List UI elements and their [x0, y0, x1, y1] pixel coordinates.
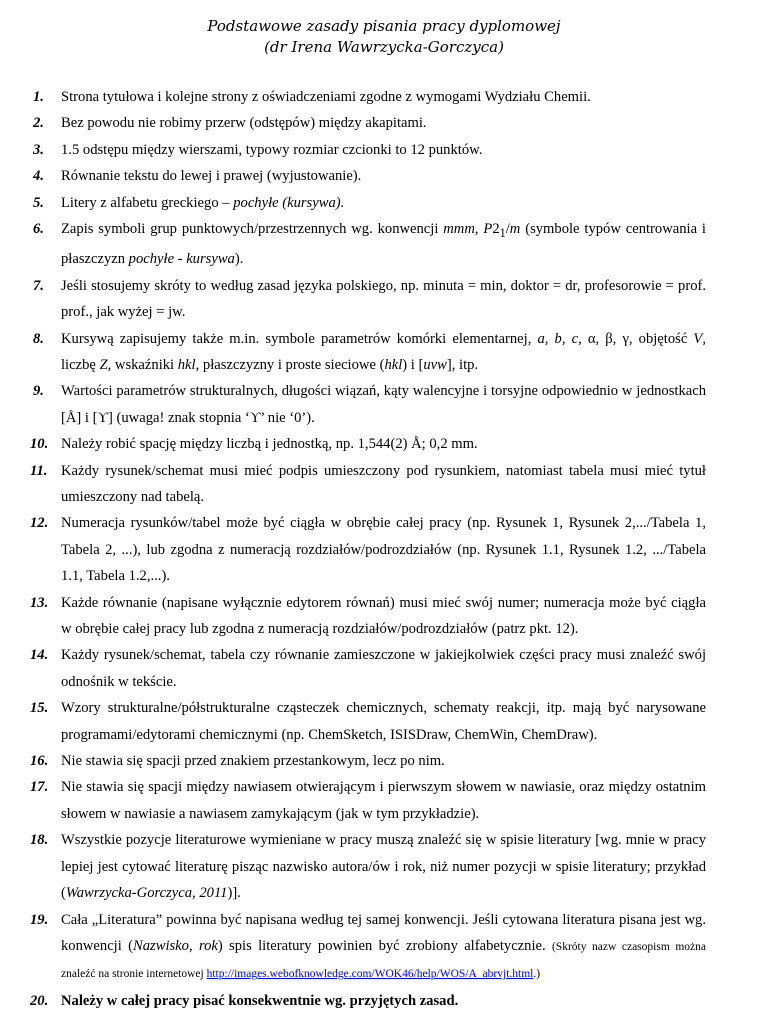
list-item [0, 458, 768, 511]
item-text: , [544, 330, 555, 347]
list-item [0, 695, 768, 748]
item-subscript: 1 [499, 225, 506, 240]
item-number: 15. [30, 700, 49, 717]
item-text: Nie stawia się spacji przed znakiem przestankowym, lecz po nim. [61, 753, 445, 770]
document-author: (dr Irena Wawrzycka-Gorczyca) [264, 38, 504, 56]
item-text-italic: Wawrzycka-Gorczyca, 2011 [65, 885, 228, 902]
item-text: Należy robić spację między liczbą i jednostką, np. 1,544(2) Å; 0,2 mm. [61, 436, 478, 453]
item-text: Wartości parametrów strukturalnych, długości wiązań, kąty walencyjne i torsyjne odpowiednio w jednostkach [Å] i [ϒ] (uwaga! znak stopnia ‘ϒ’ nie ‘0’). [61, 383, 706, 426]
list-item [0, 590, 768, 643]
item-text-italic: P [483, 221, 493, 238]
rules-list [0, 84, 768, 1014]
item-text-italic: mmm [443, 221, 475, 238]
item-text: , [561, 330, 572, 347]
item-text: / [505, 221, 510, 238]
item-text: Litery z alfabetu greckiego – [61, 194, 234, 211]
list-item [0, 84, 768, 110]
list-item [0, 110, 768, 136]
item-number: 2. [33, 115, 44, 132]
item-text-italic: V [693, 330, 703, 347]
item-text-italic: pochyłe - kursywa [128, 251, 235, 268]
item-number: 5. [33, 194, 44, 211]
item-text-italic: Z [99, 356, 108, 373]
item-text: Kursywą zapisujemy także m.in. symbole parametrów komórki elementarnej, [61, 330, 538, 347]
item-number: 10. [30, 436, 49, 453]
document-title: Podstawowe zasady pisania pracy dyplomowej [207, 17, 561, 35]
item-text-italic: uvw [423, 356, 447, 373]
item-text: 2 [492, 221, 500, 238]
item-text-italic: b [554, 330, 562, 347]
list-item [0, 378, 768, 431]
list-item [0, 326, 768, 379]
item-number: 16. [30, 753, 49, 770]
item-number: 18. [30, 832, 49, 849]
item-number: 4. [33, 168, 44, 185]
item-text: Nie stawia się spacji między nawiasem otwierającym i pierwszym słowem w nawiasie, oraz między ostatnim słowem w nawiasie a nawiasem zamykającym (jak w tym przykładzie). [61, 779, 706, 822]
list-item [0, 431, 768, 457]
list-item [0, 827, 768, 906]
item-number: 17. [30, 779, 49, 796]
item-text: , α, β, γ, objętość [578, 330, 694, 347]
item-text-italic: hkl [384, 356, 403, 373]
item-text-italic: pochyłe (kursywa). [233, 194, 345, 211]
item-text-italic: hkl [177, 356, 196, 373]
item-number: 12. [30, 515, 49, 532]
item-text: ) spis literatury powinien być zrobiony alfabetycznie. [217, 937, 552, 954]
list-item [0, 190, 768, 216]
list-item [0, 510, 768, 589]
item-text: Strona tytułowa i kolejne strony z oświadczeniami zgodne z wymogami Wydziału Chemii. [61, 89, 591, 105]
item-text: Każde równanie (napisane wyłącznie edytorem równań) musi mieć swój numer; numeracja może być ciągła w obrębie całej pracy lub zgodna z numeracją rozdziałów/podrozdziałów (patrz pkt. 12). [61, 594, 706, 638]
item-text: (symbole typów centrowania i płaszczyzn [61, 221, 706, 268]
item-small-note: .) [533, 968, 541, 981]
list-item [0, 774, 768, 827]
list-item [0, 163, 768, 189]
item-text: ], itp. [446, 356, 479, 373]
item-number: 14. [30, 647, 49, 664]
item-text: Wszystkie pozycje literaturowe wymieniane w pracy muszą znaleźć się w spisie literatury [wg. mnie w pracy lepiej jest cytować literaturę pisząc nazwisko autora/ów i rok, niż numer pozycji w spisie literatury; przykład ( [61, 832, 706, 902]
item-number: 8. [33, 330, 44, 347]
item-number: 7. [33, 277, 44, 294]
item-text: Cała „Literatura” powinna być napisana według tej samej konwencji. Jeśli cytowana literatura pisana jest wg. konwencji ( [61, 911, 706, 954]
item-text: , płaszczyzny i proste sieciowe ( [195, 356, 385, 373]
item-text: , liczbę [61, 330, 706, 373]
item-number: 9. [33, 383, 44, 400]
item-text: , [474, 221, 484, 238]
item-text-italic: a [537, 330, 545, 347]
item-text: Wzory strukturalne/półstrukturalne cząsteczek chemicznych, schematy reakcji, itp. mają być narysowane programami/edytorami chemicznymi (np. ChemSketch, ISISDraw, ChemWin, ChemDraw). [61, 700, 706, 743]
list-item [0, 988, 768, 1014]
item-number: 11. [30, 462, 48, 479]
list-item [0, 907, 768, 988]
item-text: Równanie tekstu do lewej i prawej (wyjustowanie). [61, 168, 362, 185]
item-text: Bez powodu nie robimy przerw (odstępów) między akapitami. [61, 115, 427, 132]
item-text: Zapis symboli grup punktowych/przestrzennych wg. konwencji [61, 221, 444, 238]
item-text-italic: c [571, 330, 579, 347]
list-item [0, 273, 768, 326]
abbreviations-link[interactable]: http://images.webofknowledge.com/WOK46/help/WOS/A_abrvjt.html [206, 968, 534, 981]
item-number: 13. [30, 594, 49, 611]
item-small-note: (Skróty nazw czasopism można znaleźć na stronie internetowej [61, 940, 706, 981]
item-number: 1. [33, 89, 44, 105]
item-text: , wskaźniki [107, 356, 178, 373]
list-item [0, 748, 768, 774]
item-text-bold: Należy w całej pracy pisać konsekwentnie wg. przyjętych zasad. [61, 992, 459, 1009]
item-text: Każdy rysunek/schemat musi mieć podpis umieszczony pod rysunkiem, natomiast tabela musi mieć tytuł umieszczony nad tabelą. [61, 462, 706, 505]
item-text: )]. [227, 885, 241, 902]
item-text: Każdy rysunek/schemat, tabela czy równanie zamieszczone w jakiejkolwiek części pracy musi znaleźć swój odnośnik w tekście. [61, 647, 706, 690]
item-number: 20. [30, 992, 49, 1009]
item-number: 3. [33, 141, 44, 158]
list-item [0, 642, 768, 695]
item-text-italic: Nazwisko, rok [133, 937, 218, 954]
item-text: 1.5 odstępu między wierszami, typowy rozmiar czcionki to 12 punktów. [61, 141, 483, 158]
item-text: Jeśli stosujemy skróty to według zasad języka polskiego, np. minuta = min, doktor = dr, profesorowie = prof. prof., jak wyżej = jw. [61, 277, 706, 321]
item-text: Numeracja rysunków/tabel może być ciągła w obrębie całej pracy (np. Rysunek 1, Rysunek 2,.../Tabela 1, Tabela 2, ...), lub zgodna z numeracją rozdziałów/podrozdziałów (np. Rysunek 1.1, Rysunek 1.2, .../Tabela 1.1, Tabela 1.2,...). [61, 515, 706, 585]
item-text: ) i [ [402, 356, 424, 373]
item-number: 19. [30, 911, 49, 928]
list-item [0, 216, 768, 273]
list-item [0, 137, 768, 163]
item-text: ). [234, 251, 244, 268]
item-text-italic: m [509, 221, 521, 238]
item-number: 6. [33, 221, 44, 238]
